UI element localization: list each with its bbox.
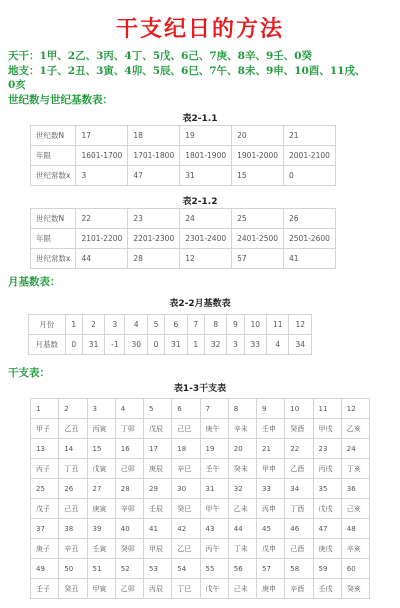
- table-cell: 戊子: [31, 499, 59, 519]
- table-cell: 19: [180, 126, 232, 146]
- table-row: [31, 146, 336, 166]
- table-cell: 己丑: [59, 499, 87, 519]
- table-cell: 26: [59, 479, 87, 499]
- table-cell: 4: [115, 399, 143, 419]
- table-2-2-caption: 表2-2月基数表: [169, 299, 231, 309]
- table-row: [31, 166, 336, 186]
- table-cell: 月基数: [29, 335, 66, 355]
- table-cell: 2401-2500: [232, 229, 284, 249]
- table-cell: 47: [128, 166, 180, 186]
- table-cell: 4: [267, 335, 289, 355]
- table-cell: 2501-2600: [284, 229, 336, 249]
- table-cell: 21: [257, 439, 285, 459]
- table-row: [31, 459, 370, 479]
- table-cell: 壬寅: [87, 539, 115, 559]
- table-row: [31, 209, 336, 229]
- table-cell: 世纪常数x: [31, 166, 76, 186]
- table-cell: 49: [31, 559, 59, 579]
- table-cell: 1701-1800: [128, 146, 180, 166]
- table-cell: 37: [31, 519, 59, 539]
- table-cell: -1: [105, 335, 125, 355]
- table-cell: 39: [87, 519, 115, 539]
- table-cell: 庚寅: [87, 499, 115, 519]
- table-cell: 51: [87, 559, 115, 579]
- table-cell: 1801-1900: [180, 146, 232, 166]
- table-cell: 乙亥: [341, 419, 369, 439]
- table-cell: 戊申: [257, 539, 285, 559]
- table-cell: 年限: [31, 229, 76, 249]
- table-cell: 3: [87, 399, 115, 419]
- table-cell: 52: [115, 559, 143, 579]
- table-cell: 癸巳: [172, 499, 200, 519]
- table-cell: 癸卯: [115, 539, 143, 559]
- table-cell: 22: [285, 439, 313, 459]
- table-cell: 丙寅: [87, 419, 115, 439]
- table-cell: 辛卯: [115, 499, 143, 519]
- table-cell: 乙巳: [172, 539, 200, 559]
- section-ganzhi-heading: 干支表：: [8, 367, 50, 379]
- table-cell: 2001-2100: [284, 146, 336, 166]
- table-cell: 40: [115, 519, 143, 539]
- table-cell: 41: [284, 249, 336, 269]
- table-cell: 戊戌: [313, 499, 341, 519]
- table-cell: 庚戌: [313, 539, 341, 559]
- table-cell: 25: [232, 209, 284, 229]
- table-row: [31, 539, 370, 559]
- table-cell: 32: [204, 335, 226, 355]
- table-cell: 18: [128, 126, 180, 146]
- table-cell: 辛亥: [341, 539, 369, 559]
- table-cell: 24: [341, 439, 369, 459]
- table-cell: 48: [341, 519, 369, 539]
- table-cell: 戊寅: [87, 459, 115, 479]
- table-cell: 19: [200, 439, 228, 459]
- table-cell: 28: [115, 479, 143, 499]
- table-cell: 9: [227, 315, 244, 335]
- table-cell: 56: [228, 559, 256, 579]
- table-cell: 44: [228, 519, 256, 539]
- table-2-1-1-caption: 表2-1.1: [182, 114, 218, 124]
- table-row: [29, 335, 312, 355]
- tiangan-line: 天干：1甲、2乙、3丙、4丁、5戊、6己、7庚、8辛、9壬、0癸: [8, 50, 313, 62]
- table-cell: 12: [180, 249, 232, 269]
- table-1-3-caption: 表1-3干支表: [173, 384, 227, 394]
- table-cell: 60: [341, 559, 369, 579]
- table-cell: 15: [87, 439, 115, 459]
- table-cell: 57: [232, 249, 284, 269]
- section-century-heading: 世纪数与世纪基数表：: [8, 94, 113, 106]
- table-cell: 31: [82, 335, 104, 355]
- table-cell: 乙未: [228, 499, 256, 519]
- table-cell: 世纪数N: [31, 209, 76, 229]
- table-row: [31, 249, 336, 269]
- table-cell: 18: [172, 439, 200, 459]
- table-cell: 丁亥: [341, 459, 369, 479]
- table-cell: 己亥: [341, 499, 369, 519]
- table-cell: 0: [284, 166, 336, 186]
- table-row: [31, 559, 370, 579]
- table-cell: 辛巳: [172, 459, 200, 479]
- table-cell: 1901-2000: [232, 146, 284, 166]
- table-cell: 8: [204, 315, 226, 335]
- table-cell: 己酉: [285, 539, 313, 559]
- table-cell: 31: [180, 166, 232, 186]
- table-cell: 月份: [29, 315, 66, 335]
- month-base-table: [28, 314, 312, 355]
- table-2-1-2-caption: 表2-1.2: [182, 197, 218, 207]
- table-cell: 16: [115, 439, 143, 459]
- table-cell: 17: [144, 439, 172, 459]
- table-cell: 9: [257, 399, 285, 419]
- table-cell: 4: [125, 315, 147, 335]
- table-cell: 癸酉: [285, 419, 313, 439]
- table-cell: 14: [59, 439, 87, 459]
- table-cell: 丙辰: [144, 579, 172, 599]
- table-cell: 壬子: [31, 579, 59, 599]
- table-cell: 6: [172, 399, 200, 419]
- table-cell: 壬辰: [144, 499, 172, 519]
- table-cell: 11: [267, 315, 289, 335]
- dizhi-line-2: 0亥: [8, 79, 26, 91]
- century-table-2: [30, 208, 336, 269]
- table-cell: 乙卯: [115, 579, 143, 599]
- table-cell: 23: [313, 439, 341, 459]
- table-cell: 15: [232, 166, 284, 186]
- table-cell: 己卯: [115, 459, 143, 479]
- table-cell: 甲午: [200, 499, 228, 519]
- table-cell: 丁巳: [172, 579, 200, 599]
- table-cell: 32: [228, 479, 256, 499]
- table-row: [29, 315, 312, 335]
- table-cell: 43: [200, 519, 228, 539]
- table-cell: 甲寅: [87, 579, 115, 599]
- table-cell: 甲申: [257, 459, 285, 479]
- table-cell: 乙丑: [59, 419, 87, 439]
- table-cell: 辛酉: [285, 579, 313, 599]
- table-cell: 34: [285, 479, 313, 499]
- table-cell: 辛未: [228, 419, 256, 439]
- table-cell: 丙申: [257, 499, 285, 519]
- table-cell: 12: [289, 315, 312, 335]
- table-cell: 45: [257, 519, 285, 539]
- table-cell: 丁酉: [285, 499, 313, 519]
- table-cell: 丙子: [31, 459, 59, 479]
- table-cell: 55: [200, 559, 228, 579]
- table-cell: 58: [285, 559, 313, 579]
- table-cell: 丙戌: [313, 459, 341, 479]
- table-cell: 丙午: [200, 539, 228, 559]
- table-cell: 己未: [228, 579, 256, 599]
- table-cell: 世纪数N: [31, 126, 76, 146]
- table-cell: 乙酉: [285, 459, 313, 479]
- section-month-heading: 月基数表：: [8, 276, 61, 288]
- table-cell: 2101-2200: [76, 229, 128, 249]
- table-row: [31, 479, 370, 499]
- table-cell: 42: [172, 519, 200, 539]
- table-cell: 44: [76, 249, 128, 269]
- table-cell: 41: [144, 519, 172, 539]
- table-cell: 20: [228, 439, 256, 459]
- table-cell: 庚午: [200, 419, 228, 439]
- table-cell: 丁未: [228, 539, 256, 559]
- table-cell: 59: [313, 559, 341, 579]
- table-cell: 世纪常数x: [31, 249, 76, 269]
- table-row: [31, 399, 370, 419]
- table-cell: 丁丑: [59, 459, 87, 479]
- table-cell: 己巳: [172, 419, 200, 439]
- table-cell: 3: [76, 166, 128, 186]
- table-cell: 54: [172, 559, 200, 579]
- table-row: [31, 126, 336, 146]
- dizhi-line-1: 地支：1子、2丑、3寅、4卯、5辰、6巳、7午、8未、9申、10酉、11戌、: [8, 65, 366, 77]
- table-cell: 22: [76, 209, 128, 229]
- table-cell: 癸未: [228, 459, 256, 479]
- table-cell: 38: [59, 519, 87, 539]
- table-cell: 53: [144, 559, 172, 579]
- table-cell: 7: [187, 315, 204, 335]
- table-cell: 戊午: [200, 579, 228, 599]
- table-cell: 20: [232, 126, 284, 146]
- table-cell: 丁卯: [115, 419, 143, 439]
- table-cell: 12: [341, 399, 369, 419]
- table-cell: 28: [128, 249, 180, 269]
- table-cell: 甲戌: [313, 419, 341, 439]
- ganzhi-table: [30, 398, 370, 599]
- table-cell: 戊辰: [144, 419, 172, 439]
- table-cell: 25: [31, 479, 59, 499]
- table-cell: 2: [59, 399, 87, 419]
- table-cell: 8: [228, 399, 256, 419]
- table-cell: 5: [147, 315, 164, 335]
- table-cell: 33: [257, 479, 285, 499]
- table-cell: 29: [144, 479, 172, 499]
- table-cell: 17: [76, 126, 128, 146]
- table-cell: 35: [313, 479, 341, 499]
- table-cell: 46: [285, 519, 313, 539]
- table-cell: 36: [341, 479, 369, 499]
- table-cell: 26: [284, 209, 336, 229]
- table-cell: 31: [165, 335, 187, 355]
- table-row: [31, 499, 370, 519]
- table-cell: 甲子: [31, 419, 59, 439]
- table-cell: 0: [65, 335, 82, 355]
- century-table-1: [30, 125, 336, 186]
- table-cell: 5: [144, 399, 172, 419]
- table-cell: 壬午: [200, 459, 228, 479]
- table-cell: 50: [59, 559, 87, 579]
- table-cell: 11: [313, 399, 341, 419]
- table-cell: 壬申: [257, 419, 285, 439]
- table-cell: 年限: [31, 146, 76, 166]
- table-cell: 7: [200, 399, 228, 419]
- table-cell: 30: [125, 335, 147, 355]
- table-cell: 10: [244, 315, 266, 335]
- table-cell: 癸丑: [59, 579, 87, 599]
- page-title: 干支纪日的方法: [115, 16, 284, 42]
- table-cell: 3: [227, 335, 244, 355]
- table-cell: 0: [147, 335, 164, 355]
- table-cell: 21: [284, 126, 336, 146]
- table-cell: 1: [65, 315, 82, 335]
- table-cell: 2201-2300: [128, 229, 180, 249]
- table-cell: 24: [180, 209, 232, 229]
- table-cell: 辛丑: [59, 539, 87, 559]
- table-cell: 2301-2400: [180, 229, 232, 249]
- table-cell: 甲辰: [144, 539, 172, 559]
- table-cell: 57: [257, 559, 285, 579]
- table-cell: 23: [128, 209, 180, 229]
- table-cell: 34: [289, 335, 312, 355]
- table-cell: 47: [313, 519, 341, 539]
- table-cell: 30: [172, 479, 200, 499]
- table-row: [31, 419, 370, 439]
- table-cell: 31: [200, 479, 228, 499]
- table-cell: 10: [285, 399, 313, 419]
- table-cell: 2: [82, 315, 104, 335]
- table-row: [31, 229, 336, 249]
- table-cell: 癸亥: [341, 579, 369, 599]
- table-cell: 27: [87, 479, 115, 499]
- table-cell: 1: [31, 399, 59, 419]
- table-cell: 庚辰: [144, 459, 172, 479]
- table-cell: 庚申: [257, 579, 285, 599]
- table-cell: 庚子: [31, 539, 59, 559]
- table-cell: 33: [244, 335, 266, 355]
- table-cell: 壬戌: [313, 579, 341, 599]
- table-row: [31, 519, 370, 539]
- table-row: [31, 579, 370, 599]
- table-cell: 1601-1700: [76, 146, 128, 166]
- table-cell: 3: [105, 315, 125, 335]
- table-cell: 13: [31, 439, 59, 459]
- table-cell: 6: [165, 315, 187, 335]
- table-row: [31, 439, 370, 459]
- table-cell: 1: [187, 335, 204, 355]
